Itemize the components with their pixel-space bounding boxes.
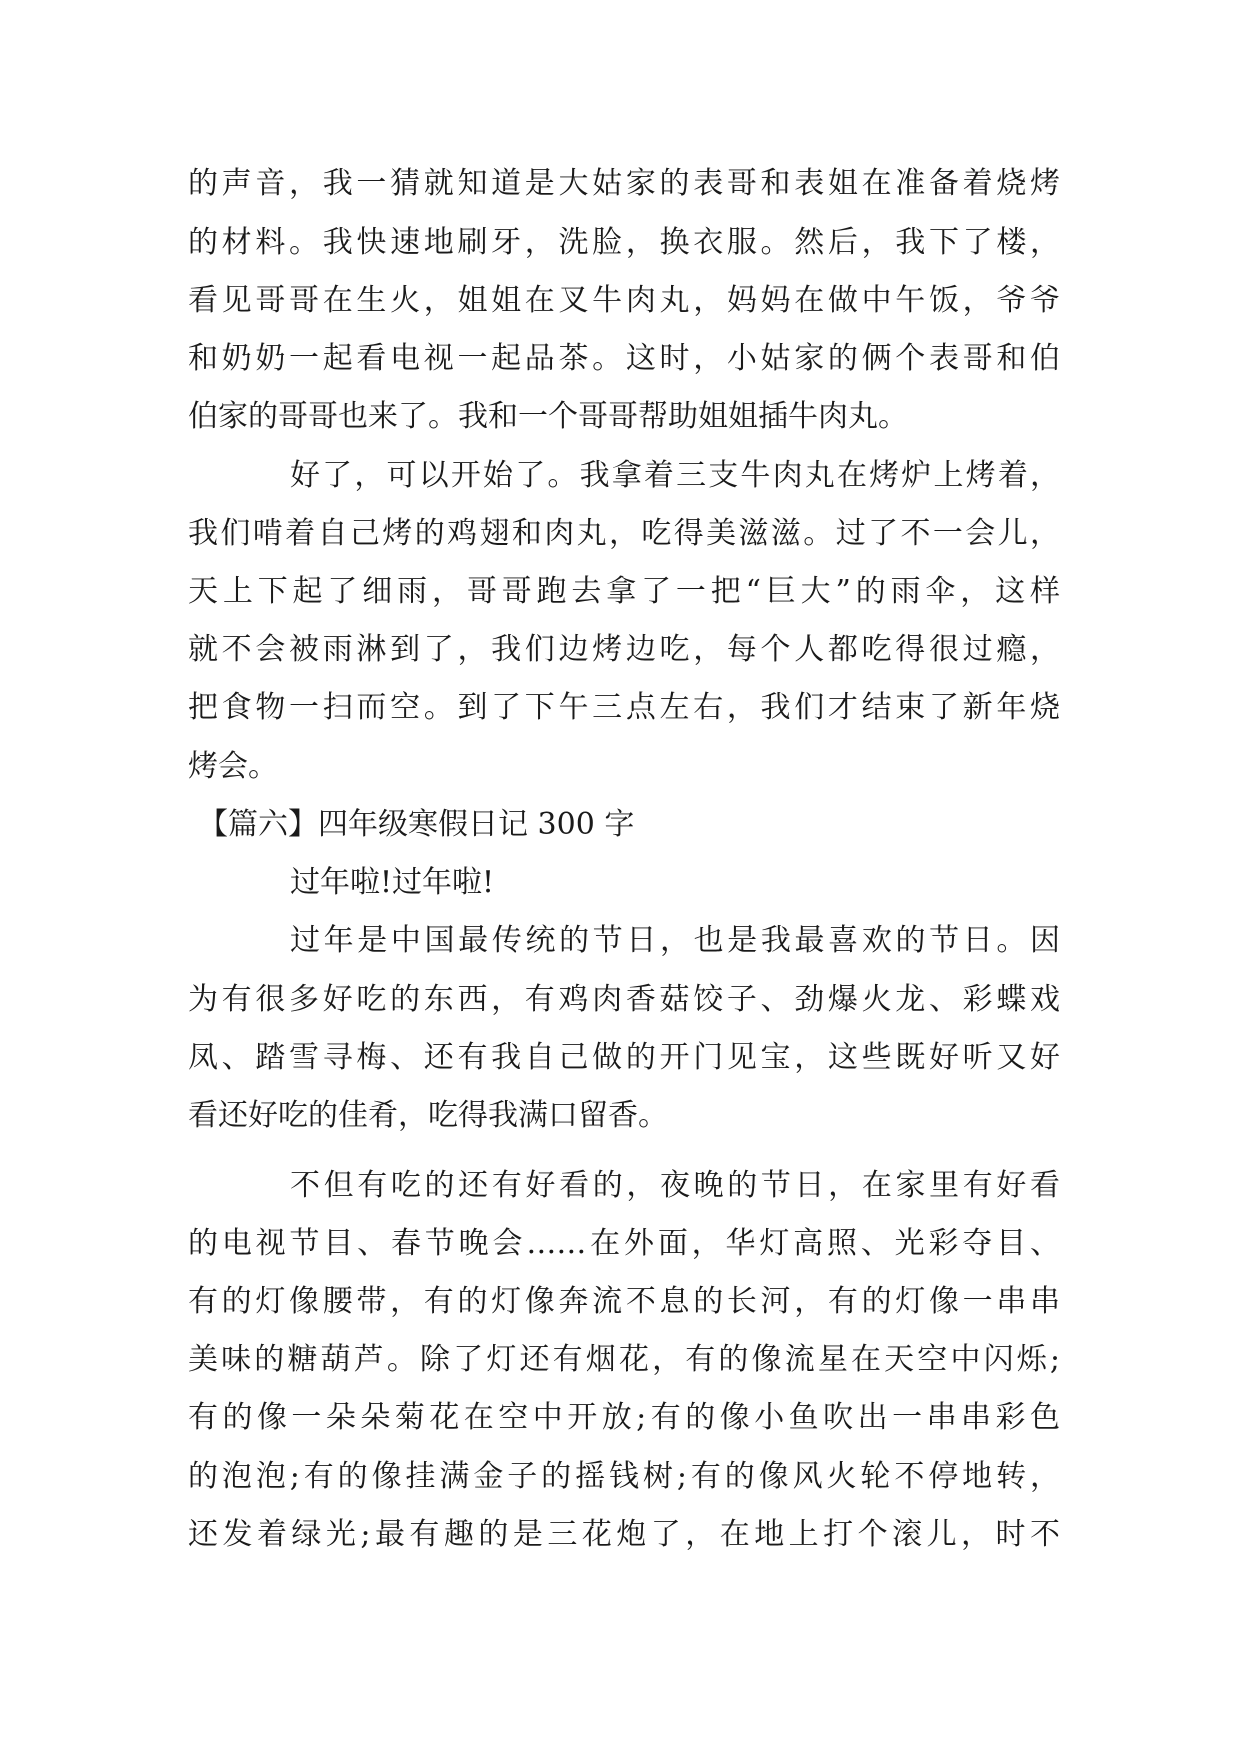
paragraph-line: 伯家的哥哥也来了。我和一个哥哥帮助姐姐插牛肉丸。 bbox=[188, 399, 908, 434]
paragraph-line: 美味的糖葫芦。除了灯还有烟花，有的像流星在天空中闪烁; bbox=[188, 1342, 1060, 1377]
paragraph-line: 的材料。我快速地刷牙，洗脸，换衣服。然后，我下了楼， bbox=[188, 225, 1060, 260]
paragraph-line: 有的灯像腰带，有的灯像奔流不息的长河，有的灯像一串串 bbox=[188, 1284, 1060, 1319]
paragraph-line: 的泡泡;有的像挂满金子的摇钱树;有的像风火轮不停地转， bbox=[188, 1459, 1060, 1494]
paragraph-line: 过年是中国最传统的节日，也是我最喜欢的节日。因 bbox=[290, 923, 1060, 958]
paragraph-line: 我们啃着自己烤的鸡翅和肉丸，吃得美滋滋。过了不一会儿， bbox=[188, 516, 1060, 551]
paragraph-line: 有的像一朵朵菊花在空中开放;有的像小鱼吹出一串串彩色 bbox=[188, 1400, 1060, 1435]
paragraph-line: 看见哥哥在生火，姐姐在叉牛肉丸，妈妈在做中午饭，爷爷 bbox=[188, 283, 1060, 318]
paragraph-line: 不但有吃的还有好看的，夜晚的节日，在家里有好看 bbox=[290, 1168, 1060, 1203]
paragraph-line: 过年啦!过年啦! bbox=[290, 865, 495, 900]
paragraph-line: 还发着绿光;最有趣的是三花炮了，在地上打个滚儿，时不 bbox=[188, 1517, 1060, 1552]
paragraph-line: 凤、踏雪寻梅、还有我自己做的开门见宝，这些既好听又好 bbox=[188, 1040, 1060, 1075]
paragraph-line: 天上下起了细雨，哥哥跑去拿了一把“巨大”的雨伞，这样 bbox=[188, 574, 1060, 609]
paragraph-line: 的电视节目、春节晚会……在外面，华灯高照、光彩夺目、 bbox=[188, 1226, 1060, 1261]
paragraph-line: 烤会。 bbox=[188, 749, 278, 784]
paragraph-line: 好了，可以开始了。我拿着三支牛肉丸在烤炉上烤着， bbox=[290, 458, 1060, 493]
paragraph-line: 就不会被雨淋到了，我们边烤边吃，每个人都吃得很过瘾， bbox=[188, 632, 1060, 667]
paragraph-line: 把食物一扫而空。到了下午三点左右，我们才结束了新年烧 bbox=[188, 690, 1060, 725]
paragraph-line: 看还好吃的佳肴，吃得我满口留香。 bbox=[188, 1098, 668, 1133]
section-heading: 【篇六】四年级寒假日记 300 字 bbox=[198, 807, 635, 842]
paragraph-line: 和奶奶一起看电视一起品茶。这时，小姑家的俩个表哥和伯 bbox=[188, 341, 1060, 376]
paragraph-line: 为有很多好吃的东西，有鸡肉香菇饺子、劲爆火龙、彩蝶戏 bbox=[188, 982, 1060, 1017]
paragraph-line: 的声音，我一猜就知道是大姑家的表哥和表姐在准备着烧烤 bbox=[188, 166, 1060, 201]
